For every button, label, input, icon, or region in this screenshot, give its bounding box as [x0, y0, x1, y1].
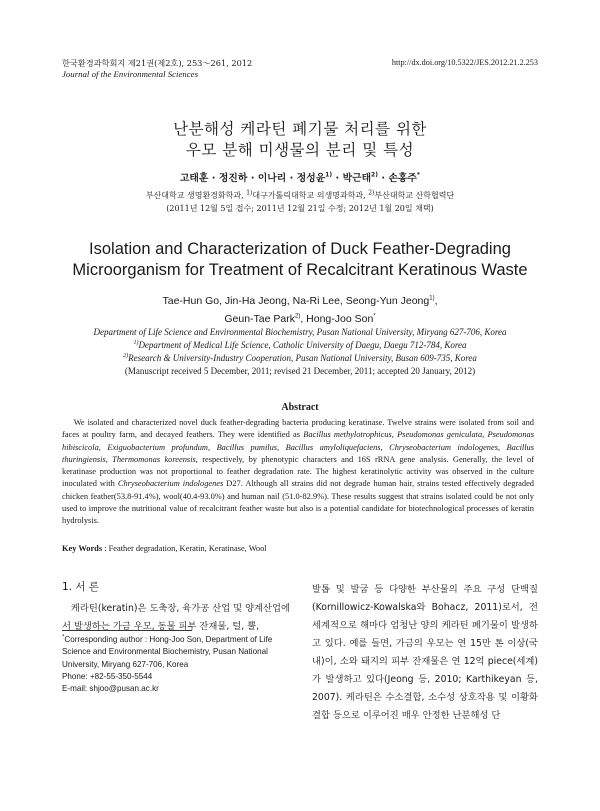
- korean-affil-b: 대구가톨릭대학교 의생명과학과,: [252, 191, 369, 200]
- journal-header: [62, 58, 252, 80]
- abstract-text: We isolated and characterized novel duck feather-degrading bacteria producing keratinase. Twelve strains were isolated from soil and faces at poultry farm, and decayed feathers. They were identified as: [62, 418, 534, 440]
- abstract-heading: Abstract: [281, 402, 319, 413]
- sup: 2): [371, 171, 378, 179]
- english-affil-3-line: [0, 352, 600, 365]
- english-authors-text: , Hong-Joo Son: [300, 313, 374, 325]
- korean-title-line1: 난분해성 케라틴 폐기물 처리를 위한: [173, 120, 427, 138]
- keywords-text: : Feather degradation, Keratin, Keratinase, Wool: [102, 544, 267, 553]
- english-authors-text: Tae-Hun Go, Jin-Ha Jeong, Na-Ri Lee, Seong-Yun Jeong: [162, 295, 430, 307]
- sup: *: [62, 634, 65, 641]
- korean-authors: [0, 170, 600, 184]
- abstract-body: [62, 417, 534, 528]
- sup: 1): [325, 171, 333, 179]
- english-dates: (Manuscript received 5 December, 2011; revised 21 December, 2011; accepted 20 January, 2012): [124, 366, 476, 376]
- korean-authors-part2: · 박근태: [332, 173, 372, 184]
- keywords: [62, 544, 267, 553]
- footnote-rule: [62, 630, 192, 631]
- korean-affil-line: [0, 189, 600, 202]
- sup: 1): [246, 189, 253, 197]
- footnote-corresponding: [62, 634, 290, 671]
- species-names: Bacillus methylotrophicus, Pseudomonas geniculata, Pseudomonas hibiscicola, Exiguobacterium profundum, Bacillus pumilus, Bacillus amyloliquefaciens, Chryseobacterium indologenes, Bacillus thuringiensis, Thermomonas koreensis: [62, 430, 534, 464]
- footnote-phone: Phone: +82-55-350-5544: [62, 671, 153, 681]
- sup: 1): [429, 295, 435, 302]
- species-name: Chryseobacterium indologenes: [117, 479, 224, 489]
- english-affil-2: Department of Medical Life Science, Catholic University of Daegu, Daegu 712-784, Korea: [138, 340, 467, 350]
- journal-name-english: Journal of the Environmental Sciences: [62, 69, 198, 79]
- sup: *: [373, 313, 376, 320]
- sup: *: [416, 171, 421, 179]
- korean-affil-a: 부산대학교 생명환경화학과,: [145, 191, 247, 200]
- english-affil-1: Department of Life Science and Environmental Biochemistry, Pusan National University, Miryang 627-706, Korea: [93, 327, 507, 337]
- korean-title-line2: 우모 분해 미생물의 분리 및 특성: [185, 141, 415, 159]
- korean-authors-part3: · 손홍주: [377, 173, 417, 184]
- korean-dates: (2011년 12월 5일 접수; 2011년 12월 21일 수정; 2012년 1월 20일 채택): [166, 204, 434, 213]
- english-title-line2: Microorganism for Treatment of Recalcitrant Keratinous Waste: [72, 261, 528, 279]
- intro-right-column: 발톱 및 발굽 등 다양한 부산물의 주요 구성 단백질(Kornillowicz-Kowalska와 Bohacz, 2011)로서, 전 세계적으로 해마다 엄청난 양의 케라틴 폐기물이 발생하고 있다. 예를 들면, 가금의 우모는 연 15만 톤 이상(국내)이, 소와 돼지의 피부 잔재물은 연 12억 piece(세계)가 발생하고 있다(Jeong 등, 2010; Karthikeyan 등, 2007). 케라틴은 수소결합, 소수성 상호작용 및 이황화결합 등으로 이루어진 매우 안정한 난분해성 단: [312, 584, 538, 721]
- korean-title: [0, 119, 600, 161]
- section-title: 1. 서 론: [62, 581, 99, 593]
- english-title-line1: Isolation and Characterization of Duck Feather-Degrading: [89, 240, 511, 258]
- english-title: [0, 239, 600, 281]
- english-affil-3: Research & University-Industry Cooperation, Pusan National University, Busan 609-735, Korea: [128, 353, 477, 363]
- intro-text: 케라틴(keratin)은 도축장, 육가공 산업 및 양계산업에서 발생하는 가금 우모, 동물 피부 잔재물, 털, 뿔,: [62, 603, 290, 632]
- sup: 2): [123, 353, 129, 359]
- korean-affiliations: [0, 189, 600, 215]
- footnote: [62, 634, 290, 695]
- keywords-label: Key Words: [62, 544, 103, 553]
- english-affil-2-line: [0, 339, 600, 352]
- english-authors: [0, 292, 600, 328]
- english-affiliations: [0, 326, 600, 378]
- doi-link[interactable]: http://dx.doi.org/10.5322/JES.2012.21.2.253: [391, 58, 538, 67]
- korean-affil-c: 부산대학교 산학협력단: [374, 191, 455, 200]
- sup: 2): [294, 313, 301, 320]
- english-authors-line1: Tae-Hun Go, Jin-Ha Jeong, Na-Ri Lee, Seong-Yun Jeong$^{1)}$,: [162, 295, 438, 307]
- footnote-email[interactable]: E-mail: shjoo@pusan.ac.kr: [62, 684, 159, 694]
- journal-name-korean: 한국환경과학회지 제21권(제2호), 253～261, 2012: [62, 58, 253, 68]
- abstract-text: D27. Although all strains did not degrade human hair, strains tested effectively degraded chicken feather(53.8-91.4%), wool(40.4-93.0%) and human nail (51.0-82.9%). These results suggest that strains isolated could be not only used to improve the nutritional value of recalcitrant feather waste but also is a potential candidate for biotechnological processes of keratin hydrolysis.: [62, 479, 534, 526]
- abstract-text: , respectively, by phenotypic characters and 16S rRNA gene analysis. Generally, the level of keratinase production was not proportional to feather degradation rate. The highest keratinolytic activity was observed in the culture inoculated with: [62, 454, 534, 489]
- english-authors-text: Geun-Tae Park: [224, 313, 295, 325]
- sup: 1): [133, 340, 139, 346]
- footnote-text: Corresponding author : Hong-Joo Son, Department of Life Science and Environmental Biochemistry, Pusan National University, Miryang 627-706, Korea: [62, 635, 273, 669]
- sup: 2): [368, 189, 375, 197]
- korean-authors-part1: 고태훈 · 정진하 · 이나리 · 정성윤: [179, 173, 326, 184]
